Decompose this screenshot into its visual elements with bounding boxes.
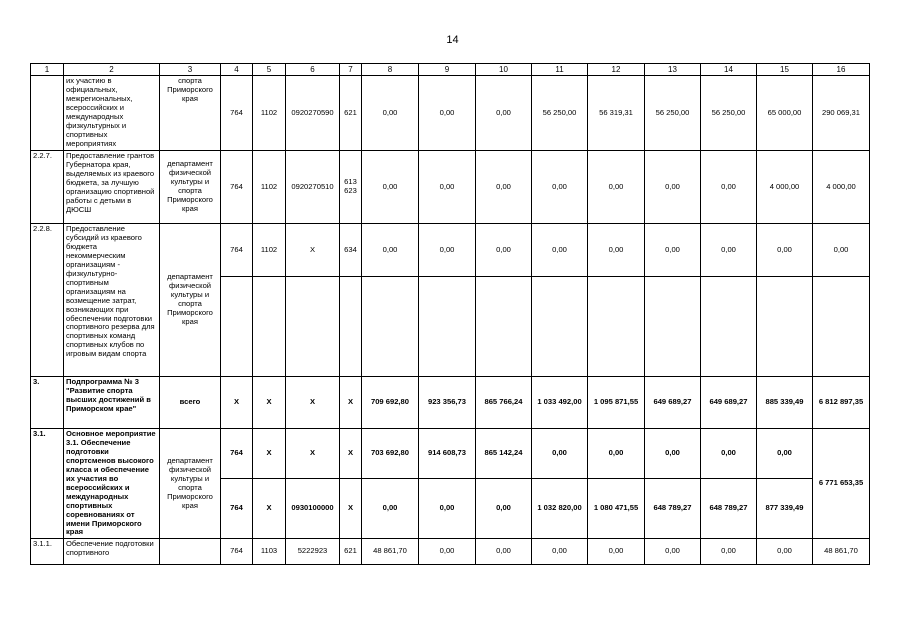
cell-c8: 0,00 xyxy=(362,151,419,224)
empty-cell xyxy=(757,277,813,377)
cell-c8: 0,00 xyxy=(362,479,419,539)
cell-c16: 0,00 xyxy=(813,224,870,277)
cell-c4: 764 xyxy=(221,429,253,479)
cell-c10: 0,00 xyxy=(476,76,532,151)
cell-c5: Х xyxy=(253,377,286,429)
cell-c15: 0,00 xyxy=(757,539,813,565)
row-name: Подпрограмма № 3 "Развитие спорта высших достижений в Приморском крае" xyxy=(64,377,160,429)
cell-c13: 0,00 xyxy=(645,224,701,277)
cell-c6: Х xyxy=(286,377,340,429)
cell-c10: 0,00 xyxy=(476,479,532,539)
cell-c16: 290 069,31 xyxy=(813,76,870,151)
cell-c4: 764 xyxy=(221,76,253,151)
cell-c11: 1 032 820,00 xyxy=(532,479,588,539)
row-number: 3.1. xyxy=(31,429,64,539)
cell-c8: 709 692,80 xyxy=(362,377,419,429)
cell-c6: 0920270590 xyxy=(286,76,340,151)
cell-c12: 1 080 471,55 xyxy=(588,479,645,539)
empty-cell xyxy=(286,277,340,377)
row-number: 2.2.8. xyxy=(31,224,64,377)
cell-c9: 914 608,73 xyxy=(419,429,476,479)
cell-c11: 0,00 xyxy=(532,224,588,277)
cell-c11: 0,00 xyxy=(532,151,588,224)
col-header-13: 13 xyxy=(645,64,701,76)
cell-c5: 1103 xyxy=(253,539,286,565)
row-number: 2.2.7. xyxy=(31,151,64,224)
empty-cell xyxy=(813,277,870,377)
cell-c5: Х xyxy=(253,429,286,479)
row-name xyxy=(64,429,160,539)
cell-c11: 1 033 492,00 xyxy=(532,377,588,429)
cell-c12: 0,00 xyxy=(588,539,645,565)
cell-c13: 56 250,00 xyxy=(645,76,701,151)
col-header-15: 15 xyxy=(757,64,813,76)
empty-cell xyxy=(221,277,253,377)
cell-c15: 65 000,00 xyxy=(757,76,813,151)
col-header-4: 4 xyxy=(221,64,253,76)
row-number xyxy=(31,76,64,151)
row-executor: спорта Приморского края xyxy=(160,76,221,151)
cell-c4: Х xyxy=(221,377,253,429)
cell-c9: 0,00 xyxy=(419,224,476,277)
cell-c14: 0,00 xyxy=(701,224,757,277)
cell-c13: 0,00 xyxy=(645,429,701,479)
col-header-10: 10 xyxy=(476,64,532,76)
row-name-text: 3.1. Обеспечение подготовки спортсменов высокого класса и обеспечение их участия во всероссийских и международных спортивных соревнованиях от имени Приморского края xyxy=(66,437,154,537)
cell-c12: 56 319,31 xyxy=(588,76,645,151)
cell-c13: 0,00 xyxy=(645,539,701,565)
cell-c13: 648 789,27 xyxy=(645,479,701,539)
cell-c4: 764 xyxy=(221,224,253,277)
cell-c8: 48 861,70 xyxy=(362,539,419,565)
col-header-1: 1 xyxy=(31,64,64,76)
row-executor: департамент физической культуры и спорта Приморского края xyxy=(160,429,221,539)
cell-c9: 0,00 xyxy=(419,479,476,539)
cell-c10: 0,00 xyxy=(476,224,532,277)
cell-c16: 4 000,00 xyxy=(813,151,870,224)
cell-c5: Х xyxy=(253,479,286,539)
cell-c12: 1 095 871,55 xyxy=(588,377,645,429)
cell-c8: 703 692,80 xyxy=(362,429,419,479)
cell-c14: 0,00 xyxy=(701,539,757,565)
page-number: 14 xyxy=(446,34,459,46)
col-header-6: 6 xyxy=(286,64,340,76)
cell-c16: 48 861,70 xyxy=(813,539,870,565)
row-executor: всего xyxy=(160,377,221,429)
cell-c11: 0,00 xyxy=(532,539,588,565)
cell-c12: 0,00 xyxy=(588,429,645,479)
cell-c15: 0,00 xyxy=(757,429,813,479)
cell-c5: 1102 xyxy=(253,224,286,277)
cell-c10: 865 766,24 xyxy=(476,377,532,429)
table-row xyxy=(31,377,870,429)
empty-cell xyxy=(588,277,645,377)
cell-c15: 4 000,00 xyxy=(757,151,813,224)
cell-c6: Х xyxy=(286,224,340,277)
col-header-7: 7 xyxy=(340,64,362,76)
cell-c9: 923 356,73 xyxy=(419,377,476,429)
cell-c12: 0,00 xyxy=(588,151,645,224)
col-header-12: 12 xyxy=(588,64,645,76)
row-number: 3. xyxy=(31,377,64,429)
cell-c14: 0,00 xyxy=(701,429,757,479)
cell-c15: 885 339,49 xyxy=(757,377,813,429)
col-header-14: 14 xyxy=(701,64,757,76)
cell-c9: 0,00 xyxy=(419,539,476,565)
cell-c14: 648 789,27 xyxy=(701,479,757,539)
col-header-8: 8 xyxy=(362,64,419,76)
row-name: Обеспечение подготовки спортивного xyxy=(64,539,160,565)
cell-c6: 0920270510 xyxy=(286,151,340,224)
empty-cell xyxy=(253,277,286,377)
cell-c5: 1102 xyxy=(253,151,286,224)
cell-c7: 613 623 xyxy=(340,151,362,224)
table-row xyxy=(31,429,870,479)
cell-c6: 0930100000 xyxy=(286,479,340,539)
empty-cell xyxy=(645,277,701,377)
cell-c14: 56 250,00 xyxy=(701,76,757,151)
cell-c6: 5222923 xyxy=(286,539,340,565)
empty-cell xyxy=(701,277,757,377)
cell-c14: 649 689,27 xyxy=(701,377,757,429)
cell-c16: 6 812 897,35 xyxy=(813,377,870,429)
cell-c10: 0,00 xyxy=(476,151,532,224)
empty-cell xyxy=(476,277,532,377)
row-number: 3.1.1. xyxy=(31,539,64,565)
budget-table xyxy=(30,63,870,565)
col-header-11: 11 xyxy=(532,64,588,76)
empty-cell xyxy=(419,277,476,377)
cell-c6: Х xyxy=(286,429,340,479)
table-row xyxy=(31,151,870,224)
cell-c4: 764 xyxy=(221,151,253,224)
cell-c15: 0,00 xyxy=(757,224,813,277)
row-name: их участию в официальных, межрегиональных, всероссийских и международных физкультурных и спортивных мероприятиях xyxy=(64,76,160,151)
cell-c8: 0,00 xyxy=(362,224,419,277)
cell-c4: 764 xyxy=(221,479,253,539)
row-name: Предоставление грантов Губернатора края, выделяемых из краевого бюджета, за лучшую организацию спортивной работы с детьми в ДЮСШ xyxy=(64,151,160,224)
cell-c11: 0,00 xyxy=(532,429,588,479)
row-executor: департамент физической культуры и спорта Приморского края xyxy=(160,224,221,377)
empty-cell xyxy=(340,277,362,377)
cell-c4: 764 xyxy=(221,539,253,565)
row-executor: департамент физической культуры и спорта Приморского края xyxy=(160,151,221,224)
cell-c15: 877 339,49 xyxy=(757,479,813,539)
cell-c7: Х xyxy=(340,429,362,479)
row-name-head: Основное мероприятие xyxy=(66,429,156,438)
table-row xyxy=(31,539,870,565)
header-row xyxy=(31,64,870,76)
cell-c7: Х xyxy=(340,479,362,539)
cell-c16: 6 771 653,35 xyxy=(813,429,870,539)
cell-c7: 634 xyxy=(340,224,362,277)
cell-c12: 0,00 xyxy=(588,224,645,277)
row-executor xyxy=(160,539,221,565)
cell-c11: 56 250,00 xyxy=(532,76,588,151)
table-row xyxy=(31,76,870,151)
cell-c9: 0,00 xyxy=(419,151,476,224)
col-header-16: 16 xyxy=(813,64,870,76)
cell-c7: 621 xyxy=(340,76,362,151)
cell-c5: 1102 xyxy=(253,76,286,151)
cell-c7: 621 xyxy=(340,539,362,565)
empty-cell xyxy=(362,277,419,377)
cell-c10: 0,00 xyxy=(476,539,532,565)
cell-c8: 0,00 xyxy=(362,76,419,151)
cell-c13: 0,00 xyxy=(645,151,701,224)
cell-c13: 649 689,27 xyxy=(645,377,701,429)
cell-c10: 865 142,24 xyxy=(476,429,532,479)
col-header-3: 3 xyxy=(160,64,221,76)
table-row xyxy=(31,224,870,277)
empty-cell xyxy=(532,277,588,377)
cell-c7: Х xyxy=(340,377,362,429)
col-header-5: 5 xyxy=(253,64,286,76)
cell-c14: 0,00 xyxy=(701,151,757,224)
cell-c9: 0,00 xyxy=(419,76,476,151)
col-header-2: 2 xyxy=(64,64,160,76)
col-header-9: 9 xyxy=(419,64,476,76)
row-name: Предоставление субсидий из краевого бюджета некоммерческим организациям - физкультурно-спортивным организациям на возмещение затрат, возникающих при обеспечении подготовки спортивного резерва для спортивных команд спортивных клубов по игровым видам спорта xyxy=(64,224,160,377)
